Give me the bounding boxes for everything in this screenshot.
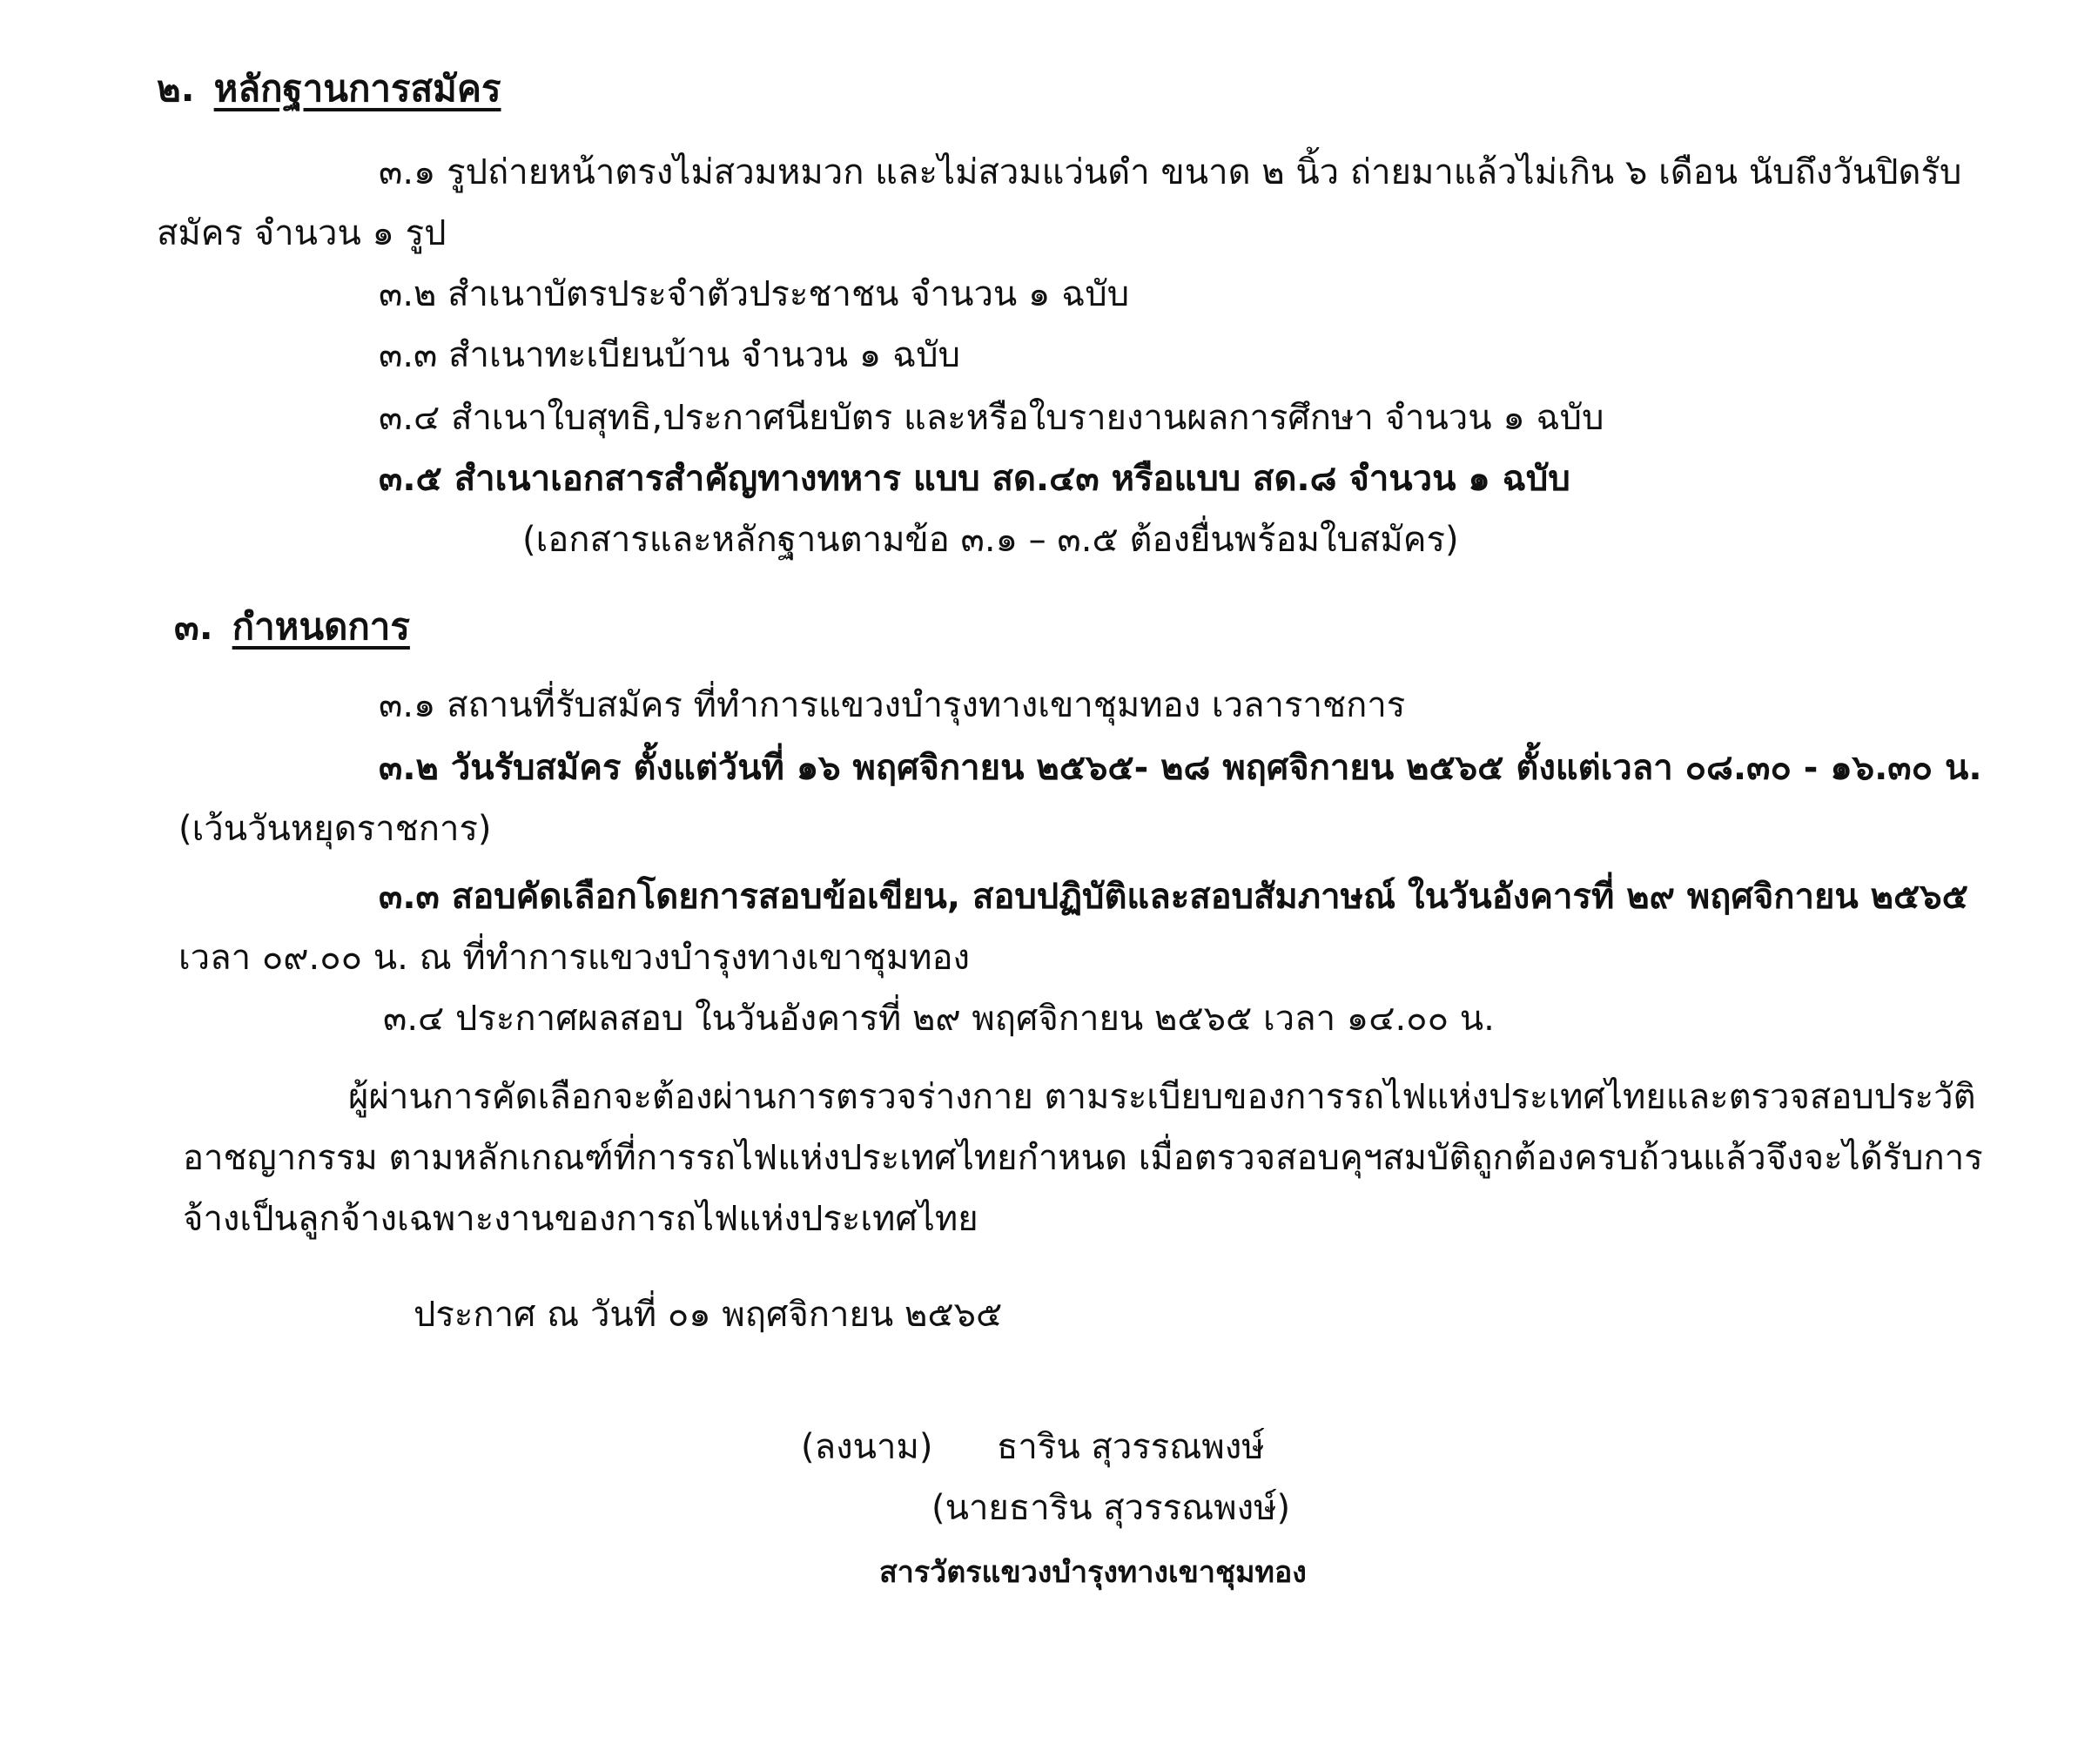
item-3-3-cont: เวลา ๐๙.๐๐ น. ณ ที่ทำการแขวงบำรุงทางเขาชุมทอง [178,938,971,978]
section-2-title: หลักฐานการสมัคร [213,67,501,110]
item-2-5: ๓.๕ สำเนาเอกสารสำคัญทางทหาร แบบ สด.๔๓ หรือแบบ สด.๘ จำนวน ๑ ฉบับ [379,459,1570,499]
signature-label: (ลงนาม) [801,1427,933,1467]
item-2-1: ๓.๑ รูปถ่ายหน้าตรงไม่สวมหมวก และไม่สวมแว่นดำ ขนาด ๒ นิ้ว ถ่ายมาแล้วไม่เกิน ๖ เดือน นับถึงวันปิดรับ [379,152,1962,192]
item-2-3: ๓.๓ สำเนาทะเบียนบ้าน จำนวน ๑ ฉบับ [379,335,960,375]
printed-name: (นายธาริน สุวรรณพงษ์) [931,1488,1291,1528]
announce-date: ประกาศ ณ วันที่ ๐๑ พฤศจิกายน ๒๕๖๕ [414,1295,1003,1335]
item-2-2: ๓.๒ สำเนาบัตรประจำตัวประชาชน จำนวน ๑ ฉบับ [379,274,1130,314]
paragraph-line-1: ผู้ผ่านการคัดเลือกจะต้องผ่านการตรวจร่างกาย ตามระเบียบของการรถไฟแห่งประเทศไทยและตรวจสอบประวัติ [348,1077,1976,1117]
item-3-1: ๓.๑ สถานที่รับสมัคร ที่ทำการแขวงบำรุงทางเขาชุมทอง เวลาราชการ [379,685,1406,725]
section-3-title: กำหนดการ [232,605,410,648]
signed-name: ธาริน สุวรรณพงษ์ [997,1427,1265,1467]
item-2-1-cont: สมัคร จำนวน ๑ รูป [157,213,447,253]
paragraph-line-3: จ้างเป็นลูกจ้างเฉพาะงานของการถไฟแห่งประเทศไทย [183,1199,978,1239]
section-3-number: ๓. [174,605,213,648]
section-2-number: ๒. [157,67,195,110]
item-3-2: ๓.๒ วันรับสมัคร ตั้งแต่วันที่ ๑๖ พฤศจิกายน ๒๕๖๕- ๒๘ พฤศจิกายน ๒๕๖๕ ตั้งแต่เวลา ๐๘.๓๐ - ๑๖.๓๐ น. [379,748,1982,788]
item-3-2-cont: (เว้นวันหยุดราชการ) [178,809,492,849]
section-3-heading [174,601,410,653]
signatory-title: สารวัตรแขวงบำรุงทางเขาชุมทอง [879,1555,1307,1590]
item-3-3: ๓.๓ สอบคัดเลือกโดยการสอบข้อเขียน, สอบปฏิบัติและสอบสัมภาษณ์ ในวันอังคารที่ ๒๙ พฤศจิกายน ๒๕๖๕ [379,877,1968,917]
item-2-4: ๓.๔ สำเนาใบสุทธิ,ประกาศนียบัตร และหรือใบรายงานผลการศึกษา จำนวน ๑ ฉบับ [379,398,1604,438]
item-3-4: ๓.๔ ประกาศผลสอบ ในวันอังคารที่ ๒๙ พฤศจิกายน ๒๕๖๕ เวลา ๑๔.๐๐ น. [383,999,1495,1039]
section-2-note: (เอกสารและหลักฐานตามข้อ ๓.๑ – ๓.๕ ต้องยื่นพร้อมใบสมัคร) [522,520,1459,560]
paragraph-line-2: อาชญากรรม ตามหลักเกณฑ์ที่การรถไฟแห่งประเทศไทยกำหนด เมื่อตรวจสอบคุฯสมบัติถูกต้องครบถ้วนแล้วจึงจะได้รับการ [183,1138,1983,1178]
section-2-heading [157,63,501,115]
